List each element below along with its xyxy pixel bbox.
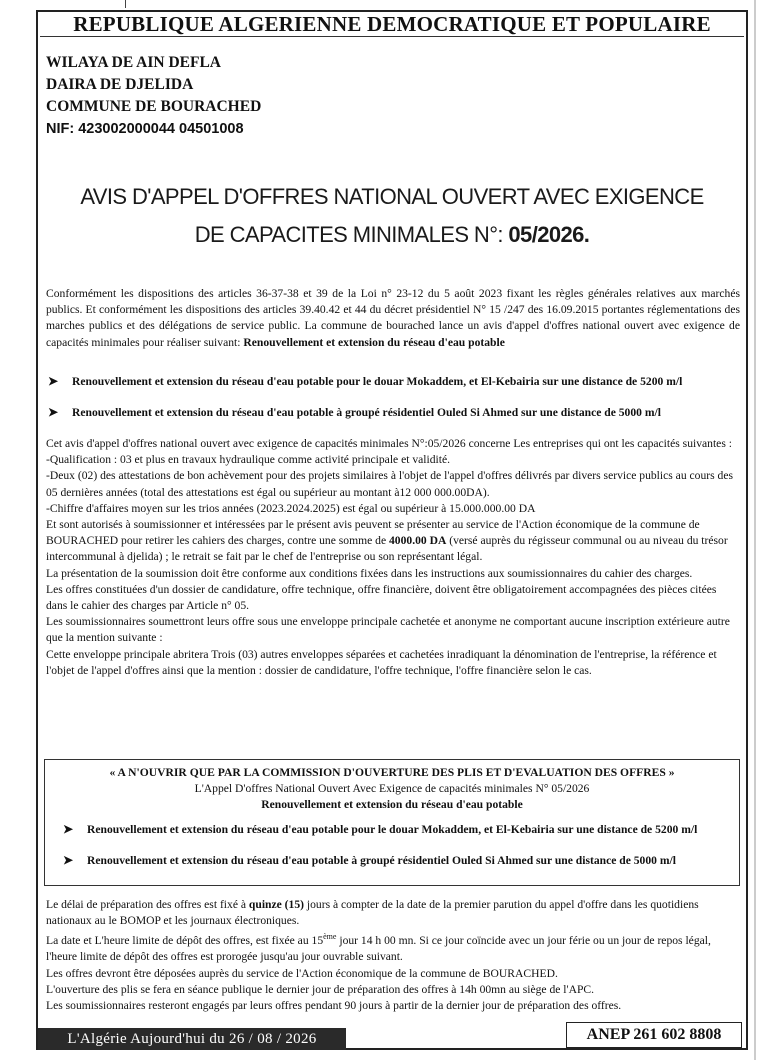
notice-number: 05/2026. [508,222,590,247]
box-line-2: L'Appel D'offres National Ouvert Avec Exigence de capacités minimales N° 05/2026 [194,782,590,795]
envelope-paragraph: Les soumissionnaires soumettront leurs offre sous une enveloppe principale cachetée et anonyme ne comportant aucune inscription extérieure autre que la mention suivante : [46,615,730,645]
condition-attestations: -Deux (02) des attestations de bon achèvement pour des projets similaires à l'objet de l'appel d'offres délivrés par divers service publics au cours des 05 dernières années (total des attestations est égal ou supérieur au montant à12 000 000.00DA). [46,469,733,499]
project-bullet-1 [46,374,761,389]
delay-days: quinze (15) [248,898,304,911]
intro-paragraph [46,286,740,351]
deadline-paragraph [46,929,740,965]
arrow-bullet-icon: ➤ [63,853,74,867]
newspaper-date: L'Algérie Aujourd'hui du 26 / 08 / 2026 [38,1028,346,1050]
conditions-intro: Cet avis d'appel d'offres national ouvert avec exigence de capacités minimales N°:05/2026 concerne Les entreprises qui ont les capacités suivantes : [46,437,732,450]
submission-paragraph: La présentation de la soumission doit être conforme aux conditions fixées dans les instructions aux soumissionnaires du cahier des charges. [46,566,693,580]
box-bullet-1-text: Renouvellement et extension du réseau d'eau potable pour le douar Mokaddem, et El-Kebairia sur une distance de 5200 m/l [87,823,698,836]
daira: DAIRA DE DJELIDA [46,76,194,93]
box-bullet-2 [61,853,755,868]
withdrawal-text-b: (versé auprès du régisseur communal ou au niveau du trésor intercommunal à djelida) ; le retrait se fait par le chef de l'entreprise ou son représentant légal. [46,534,728,564]
notice-title-line1: AVIS D'APPEL D'OFFRES NATIONAL OUVERT AVEC EXIGENCE [80,184,704,209]
project-bullet-2-text: Renouvellement et extension du réseau d'eau potable à groupé résidentiel Ouled Si Ahmed sur une distance de 5000 m/l [72,406,661,419]
condition-qualification: -Qualification : 03 et plus en travaux hydraulique comme activité principale et validité. [46,453,451,467]
notice-title [40,178,744,254]
conditions-section [46,436,740,679]
page-edge [754,0,756,1060]
box-line-1: « A N'OUVRIR QUE PAR LA COMMISSION D'OUVERTURE DES PLIS ET D'EVALUATION DES OFFRES » [109,766,675,779]
project-bullet-2 [46,405,761,420]
condition-turnover: -Chiffre d'affaires moyen sur les trios années (2023.2024.2025) est égal ou supérieur à 15.000.000.00 DA [46,501,536,515]
deadline-text-a: La date et L'heure limite de dépôt des offres, est fixée au 15 [46,934,324,948]
administration-block [46,52,261,140]
delay-paragraph [46,897,740,929]
box-bullet-2-text: Renouvellement et extension du réseau d'eau potable à groupé résidentiel Ouled Si Ahmed sur une distance de 5000 m/l [87,854,676,867]
project-bullet-1-text: Renouvellement et extension du réseau d'eau potable pour le douar Mokaddem, et El-Kebairia sur une distance de 5200 m/l [72,375,683,388]
opening-paragraph: L'ouverture des plis se fera en séance publique le dernier jour de préparation des offres à 14h 00mn au siège de l'APC. [46,982,595,996]
arrow-bullet-icon: ➤ [48,374,59,388]
envelope-mention-box [44,759,740,886]
notice-title-line2 [40,216,744,254]
offers-paragraph: Les offres constituées d'un dossier de candidature, offre technique, offre financière, doivent être obligatoirement accompagnées des pièces citées dans le cahier des charges par Article n° 05. [46,582,717,613]
scan-mark [125,0,126,8]
deposit-paragraph: Les offres devront être déposées auprès du service de l'Action économique de la commune de BOURACHED. [46,966,558,980]
validity-paragraph: Les soumissionnaires resteront engagés par leurs offres pendant 90 jours à partir de la dernier jour de préparation des offres. [46,999,622,1013]
nif: NIF: 423002000044 04501008 [46,121,244,137]
arrow-bullet-icon: ➤ [48,405,59,419]
deadline-text-b: jour 14 h 00 mn. Si ce jour coïncide avec un jour férie ou un jour de repos légal, l'heure limite de dépôt des offres est prorogée jusqu'au jour ouvrable suivant. [46,934,711,964]
delay-text-b: jours à compter de la date de la premier parution du appel d'offre dans les quotidiens nationaux au le BOMOP et les journaux électroniques. [46,898,699,928]
withdrawal-text-a: Et sont autorisés à soumissionner et intéressées par le présent avis peuvent se présenter au service de l'Action économique de la commune de BOURACHED pour retirer les cahiers des charges, contre une somme de [46,518,700,548]
wilaya: WILAYA DE AIN DEFLA [46,54,222,71]
anep-reference: ANEP 261 602 8808 [566,1022,742,1048]
notice-title-line2-text: DE CAPACITES MINIMALES N°: [194,222,509,247]
deadline-sup: ème [323,932,337,942]
closing-section [46,897,740,1014]
arrow-bullet-icon: ➤ [63,822,74,836]
republic-title: REPUBLIQUE ALGERIENNE DEMOCRATIQUE ET POPULAIRE [40,12,744,37]
commune: COMMUNE DE BOURACHED [46,98,262,115]
inner-envelopes-paragraph: Cette enveloppe principale abritera Trois (03) autres enveloppes séparées et cachetées inradiquant la dénomination de l'entreprise, la référence et l'objet de l'appel d'offres ainsi que la mention : dossier de candidature, l'offre technique, l'offre financière selon le cas. [46,647,717,677]
intro-text: Conformément les dispositions des articles 36-37-38 et 39 de la Loi n° 23-12 du 5 août 2023 fixant les règles générales relatives aux marchés publics. Et conformément les dispositions des articles 39.40.42 et 44 du décret présidentiel N° 15 /247 des 16.09.2015 portantes réglementations des marches publics et des délégations de service public. La commune de bourached lance un avis d'appel d'offres national ouvert avec exigence de capacités minimales pour réaliser suivant: [46,287,740,349]
intro-project: Renouvellement et extension du réseau d'eau potable [243,335,505,349]
withdrawal-paragraph [46,517,740,566]
withdrawal-amount: 4000.00 DA [389,534,447,548]
box-bullet-1 [61,822,755,837]
box-line-3: Renouvellement et extension du réseau d'eau potable [261,798,523,811]
delay-text-a: Le délai de préparation des offres est fixé à [46,898,249,911]
